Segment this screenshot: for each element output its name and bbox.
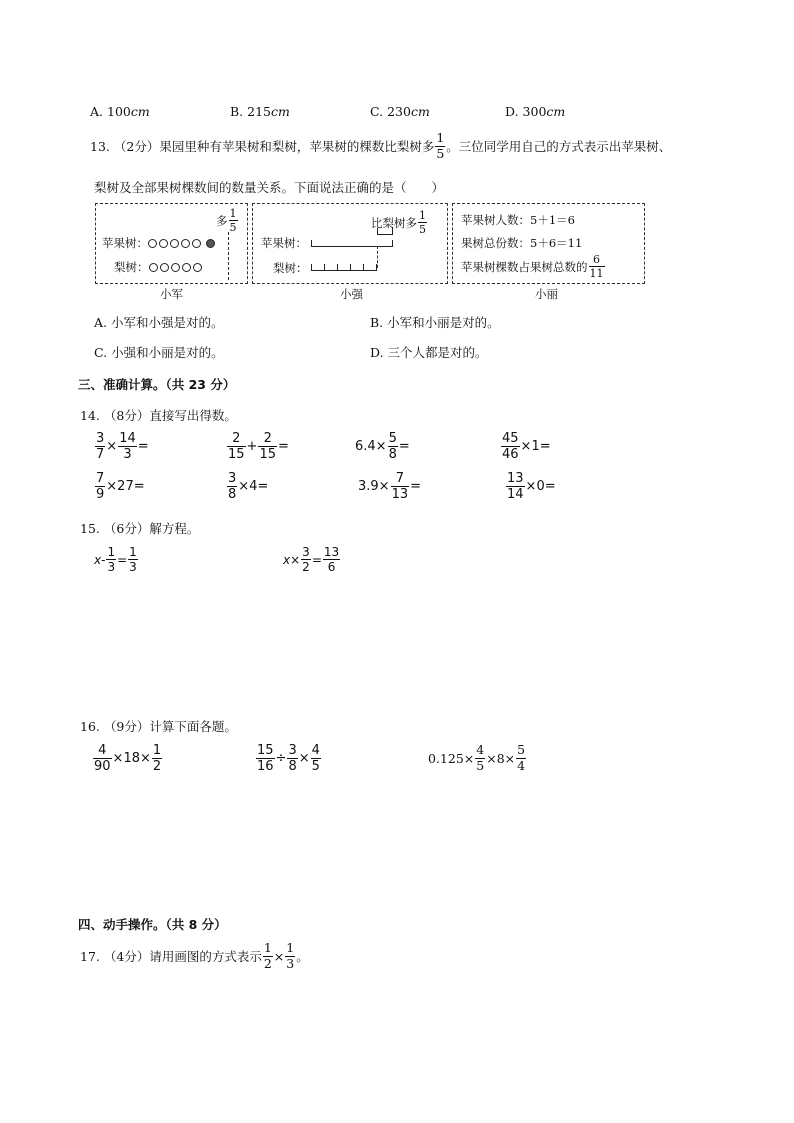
fig1-pear-row: 梨树：	[114, 259, 204, 275]
fig2-pear-label: 梨树：	[273, 261, 308, 275]
section-3-heading: 三、准确计算。（共 23 分）	[78, 377, 236, 392]
q13-option-c: C. 小强和小丽是对的。	[94, 345, 224, 360]
q15-equation-1: x - $\frac{1}{3}$ = $\frac{1}{3}$	[94, 545, 137, 574]
q12-option-b: B. 215cm	[230, 104, 290, 119]
q14-r1-e2: $\frac{2}{15}$ + $\frac{2}{15}$ =	[228, 431, 289, 462]
q13-stem-line1: 13. （2分） 果园里种有苹果树和梨树，苹果树的棵数比梨树多 $\frac{1}{5}$ 。三位同学用自己的方式表示出苹果树、	[90, 130, 672, 161]
fig3-line1: 苹果树人数：5＋1＝6	[461, 213, 575, 227]
q13-stem-line2: 梨树及全部果树棵数间的数量关系。下面说法正确的是（ ）	[94, 180, 445, 195]
q15-stem: 15. （6分）解方程。	[80, 521, 200, 536]
q15-equation-2: x × $\frac{3}{2}$ = $\frac{13}{6}$	[283, 545, 340, 574]
q14-r2-e1: $\frac{7}{9}$ ×27=	[96, 471, 145, 502]
fig1-apple-row: 苹果树：	[102, 235, 217, 251]
fig2-apple-bar	[311, 240, 393, 247]
fig2-apple-label: 苹果树：	[261, 236, 307, 250]
figure-xiaojun	[95, 203, 248, 284]
fig3-line3: 苹果树棵数占果树总数的 $\frac{6}{11}$	[461, 253, 604, 280]
q14-r1-e1: $\frac{3}{7}$ × $\frac{14}{3}$ =	[96, 431, 149, 462]
fig2-caption: 小强	[340, 287, 363, 301]
q14-stem: 14. （8分）直接写出得数。	[80, 408, 237, 423]
q13-option-d: D. 三个人都是对的。	[370, 345, 488, 360]
q14-r1-e3: 6.4× $\frac{5}{8}$ =	[355, 431, 410, 462]
q12-option-d: D. 300cm	[505, 104, 566, 119]
q13-option-a: A. 小军和小强是对的。	[94, 315, 224, 330]
fig1-divider	[228, 232, 229, 280]
q14-r2-e2: $\frac{3}{8}$ ×4=	[228, 471, 269, 502]
q16-expression-3: 0.125× $\frac{4}{5}$ ×8× $\frac{5}{4}$	[428, 742, 526, 773]
q14-r2-e4: $\frac{13}{14}$ ×0=	[507, 471, 556, 502]
fig2-brace	[377, 228, 393, 235]
q12-option-c: C. 230cm	[370, 104, 430, 119]
fig1-caption: 小军	[160, 287, 183, 301]
q16-expression-2: $\frac{15}{16}$ ÷ $\frac{3}{8}$ × $\frac{4}{5}$	[257, 743, 320, 774]
q16-expression-1: $\frac{4}{90}$ ×18× $\frac{1}{2}$	[94, 743, 162, 774]
q17-stem: 17. （4分） 请用画图的方式表示 $\frac{1}{2}$ × $\frac{1}{3}$ 。	[80, 940, 309, 971]
fig2-more-label: 比梨树多 $\frac{1}{5}$	[371, 209, 426, 236]
fig3-caption: 小丽	[535, 287, 558, 301]
figure-xiaoqiang	[252, 203, 448, 284]
fig2-pear-bar	[311, 264, 377, 271]
fig2-divider	[377, 246, 378, 268]
figure-xiaoli	[452, 203, 645, 284]
q14-r2-e3: 3.9× $\frac{7}{13}$ =	[358, 471, 422, 502]
fig1-more-label: 多 $\frac{1}{5}$	[216, 207, 237, 234]
fig3-line2: 果树总份数：5＋6＝11	[461, 236, 583, 250]
q12-option-a: A. 100cm	[90, 104, 150, 119]
section-4-heading: 四、动手操作。（共 8 分）	[78, 917, 227, 932]
q13-option-b: B. 小军和小丽是对的。	[370, 315, 500, 330]
q14-r1-e4: $\frac{45}{46}$ ×1=	[502, 431, 551, 462]
q16-stem: 16. （9分）计算下面各题。	[80, 719, 237, 734]
